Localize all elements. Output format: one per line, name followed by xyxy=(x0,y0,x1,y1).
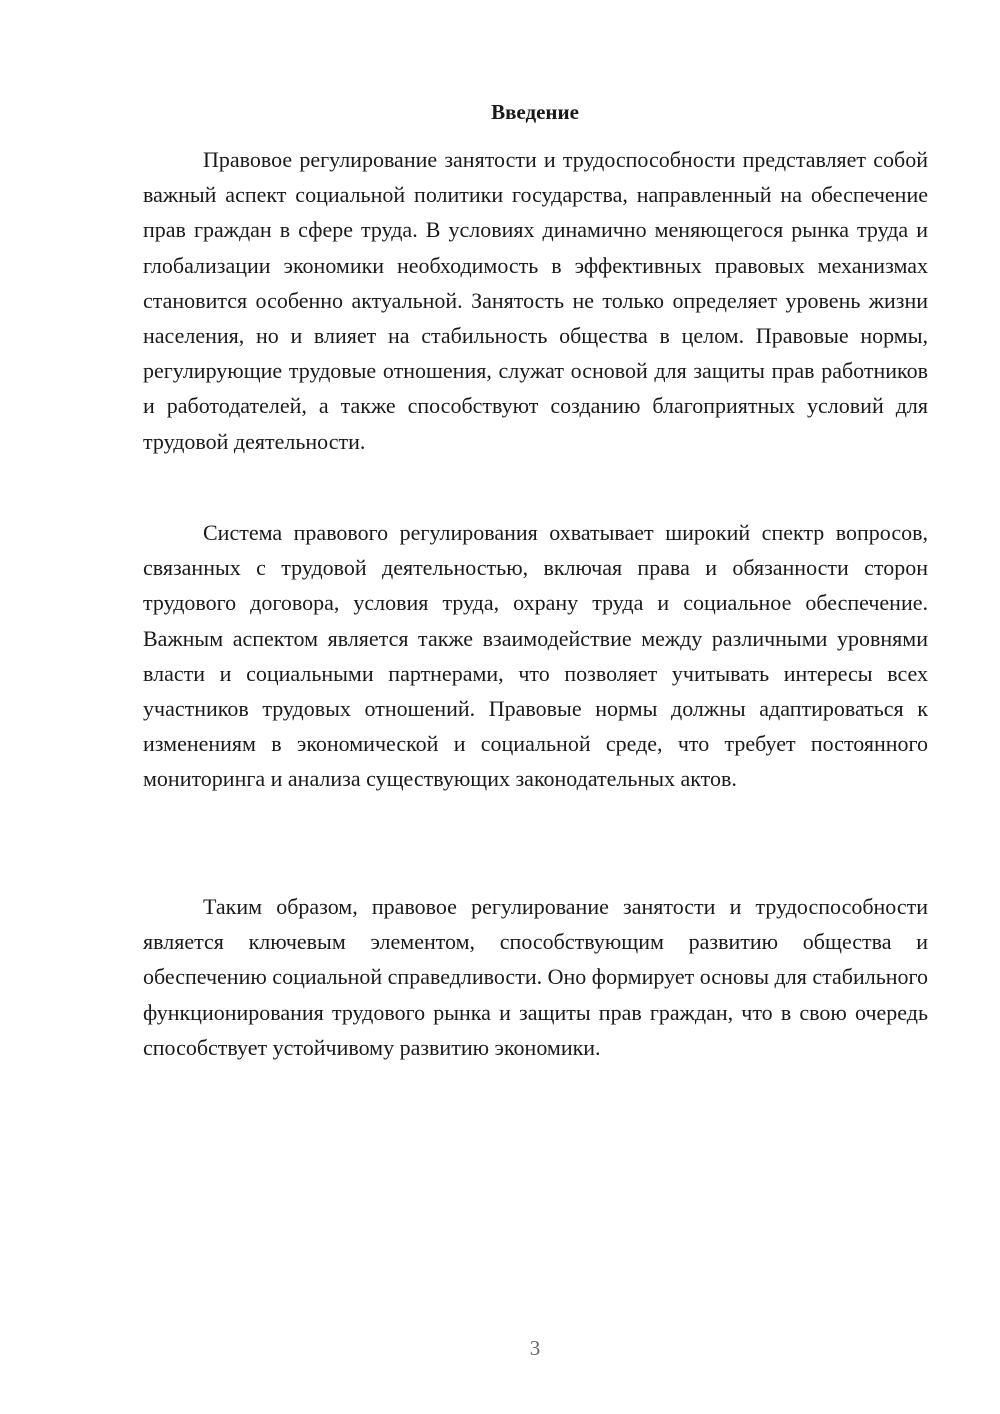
paragraph-2: Система правового регулирования охватывает широкий спектр вопросов, связанных с трудовой деятельностью, включая права и обязанности сторон трудового договора, условия труда, охрану труда и социальное обеспечение. Важным аспектом является также взаимодействие между различными уровнями власти и социальными партнерами, что позволяет учитывать интересы всех участников трудовых отношений. Правовые нормы должны адаптироваться к изменениям в экономической и социальной среде, что требует постоянного мониторинга и анализа существующих законодательных актов. xyxy=(143,520,928,792)
page-number: 3 xyxy=(529,1336,541,1360)
section-title: Введение xyxy=(491,100,579,124)
paragraph-1: Правовое регулирование занятости и трудоспособности представляет собой важный аспект социальной политики государства, направленный на обеспечение прав граждан в сфере труда. В условиях динамично меняющегося рынка труда и глобализации экономики необходимость в эффективных правовых механизмах становится особенно актуальной. Занятость не только определяет уровень жизни населения, но и влияет на стабильность общества в целом. Правовые нормы, регулирующие трудовые отношения, служат основой для защиты прав работников и работодателей, а также способствуют созданию благоприятных условий для трудовой деятельности. xyxy=(143,147,928,454)
paragraph-3: Таким образом, правовое регулирование занятости и трудоспособности является ключевым элементом, способствующим развитию общества и обеспечению социальной справедливости. Оно формирует основы для стабильного функционирования трудового рынка и защиты прав граждан, что в свою очередь способствует устойчивому развитию экономики. xyxy=(143,894,928,1060)
